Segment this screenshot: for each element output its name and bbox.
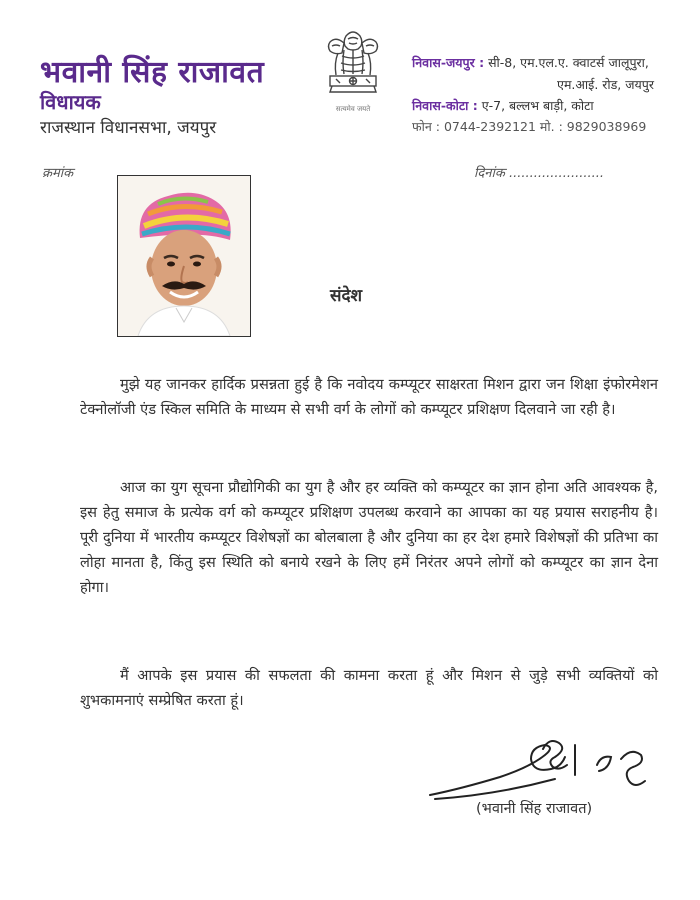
address-kota-label: निवास-कोटा : [412,98,478,113]
ashoka-lion-emblem-icon [318,26,388,104]
address-jaipur-label: निवास-जयपुर : [412,55,485,70]
phone-numbers: फोन : 0744-2392121 मो. : 9829038969 [412,119,647,134]
assembly-name: राजस्थान विधानसभा, जयपुर [40,118,217,138]
portrait-photo [117,175,251,337]
message-heading: संदेश [330,286,363,306]
message-paragraph-2: आज का युग सूचना प्रौद्योगिकी का युग है और हर व्यक्ति को कम्प्यूटर का ज्ञान होना अति आवश्यक है, इस हेतु समाज के प्रत्येक वर्ग को कम्प्यूटर प्रशिक्षण उपलब्ध करवाने का आपका का यह प्रयास सराहनीय है। पूरी दुनिया में भारतीय कम्प्यूटर विशेषज्ञों का बोलबाला है और दुनिया का हर देश हमारे विशेषज्ञों की प्रतिभा का लोहा मानता है, किंतु इस स्थिति को बनाये रखने के लिए हमें निरंतर अपने लोगों को कम्प्यूटर का ज्ञान देना होगा। [80,478,658,596]
address-jaipur-line2: एम.आई. रोड, जयपुर [557,77,654,92]
emblem-motto: सत्यमेव जयते [335,105,371,113]
address-kota [412,97,594,114]
address-jaipur-text: सी-8, एम.एल.ए. क्वाटर्स जालूपुरा, [484,55,649,70]
reference-number-label: क्रमांक [42,166,74,181]
letterhead-name: भवानी सिंह राजावत [40,55,265,90]
message-paragraph-3: मैं आपके इस प्रयास की सफलता की कामना करता हूं और मिशन से जुड़े सभी व्यक्तियों को शुभकामनाएं सम्प्रेषित करता हूं। [80,666,658,709]
signatory-name: (भवानी सिंह राजावत) [476,801,593,817]
designation: विधायक [40,90,101,114]
address-kota-text: ए-7, बल्लभ बाड़ी, कोटा [477,98,594,113]
address-jaipur-line1 [412,54,649,71]
date-field: दिनांक ....................... [474,166,605,181]
message-paragraph-1: मुझे यह जानकर हार्दिक प्रसन्नता हुई है कि नवोदय कम्प्यूटर साक्षरता मिशन द्वारा जन शिक्षा इंफोरमेशन टेक्नोलॉजी एंड स्किल समिति के माध्यम से सभी वर्ग के लोगों को कम्प्यूटर प्रशिक्षण दिलवाने जा रही है। [80,375,658,418]
handwritten-signature [425,735,665,805]
national-emblem [318,26,388,118]
